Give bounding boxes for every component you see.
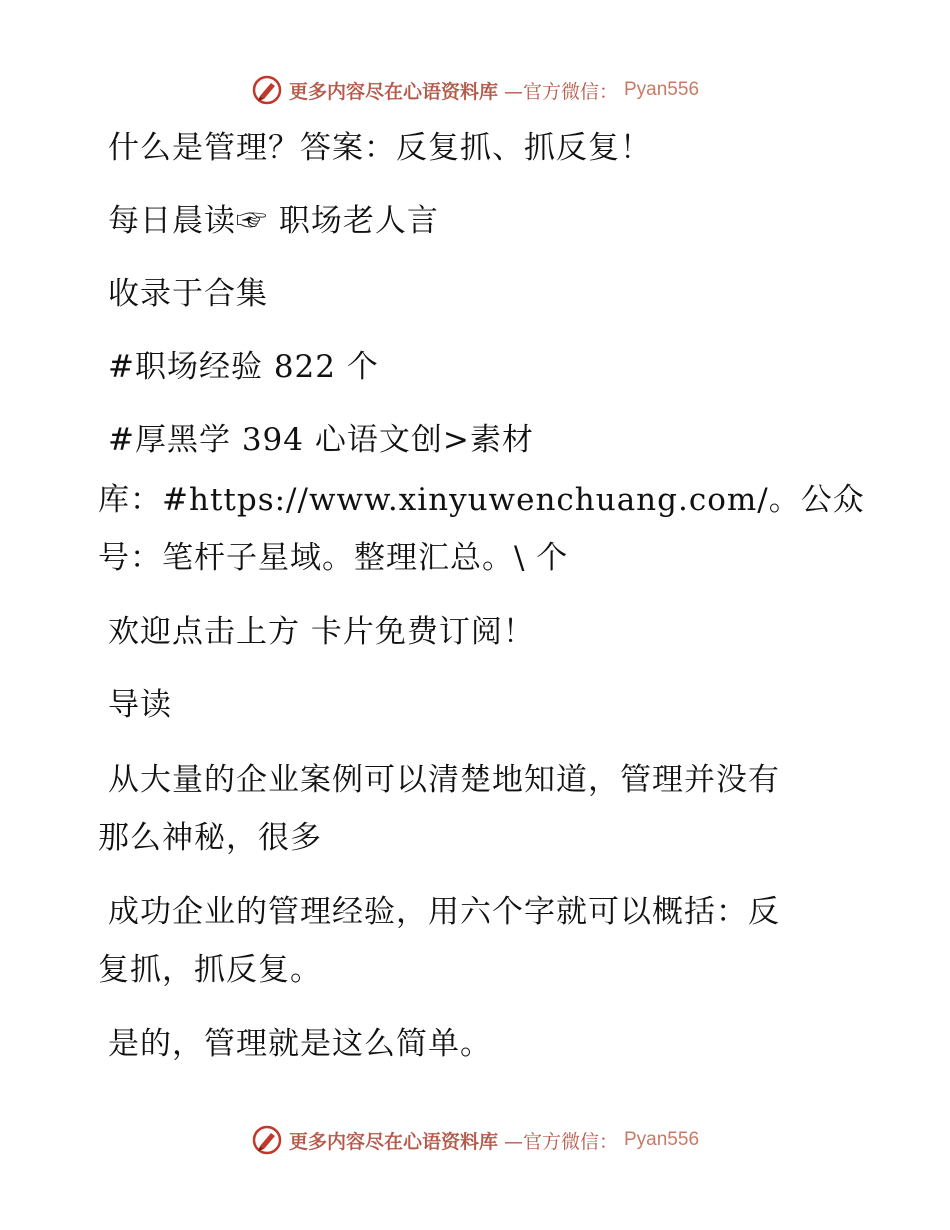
paragraph-1-line-2: 那么神秘，很多 (98, 820, 322, 856)
series-label: 每日晨读☞ 职场老人言 (108, 203, 439, 239)
pen-logo-icon (251, 1124, 283, 1156)
source-line-2: 号：笔杆子星域。整理汇总。\ 个 (98, 540, 569, 576)
paragraph-2-line-1: 成功企业的管理经验，用六个字就可以概括：反 (108, 894, 780, 930)
subscribe-prompt: 欢迎点击上方 卡片免费订阅！ (108, 614, 535, 650)
footer-watermark-banner (0, 1120, 950, 1160)
banner-title: 更多内容尽在心语资料库 (288, 1130, 498, 1153)
header-watermark-banner (0, 70, 950, 110)
source-line-1: 库：#https://www.xinyuwenchuang.com/。公众 (98, 482, 865, 518)
paragraph-3: 是的，管理就是这么简单。 (108, 1026, 492, 1062)
banner-wechat-id: Pyan556 (624, 79, 700, 100)
tag-workplace: #职场经验 822 个 (108, 349, 379, 385)
paragraph-1-line-1: 从大量的企业案例可以清楚地知道，管理并没有 (108, 762, 780, 798)
banner-wechat-id: Pyan556 (624, 1129, 700, 1150)
banner-title: 更多内容尽在心语资料库 (288, 80, 498, 103)
pen-logo-icon (251, 74, 283, 106)
section-heading: 导读 (108, 687, 172, 723)
banner-subtitle: —官方微信： (503, 1130, 618, 1153)
article-title: 什么是管理？答案：反复抓、抓反复！ (108, 130, 652, 166)
banner-subtitle: —官方微信： (503, 80, 618, 103)
tag-thick-black: #厚黑学 394 心语文创>素材 (108, 422, 534, 458)
collection-label: 收录于合集 (108, 276, 268, 312)
paragraph-2-line-2: 复抓，抓反复。 (98, 952, 322, 988)
